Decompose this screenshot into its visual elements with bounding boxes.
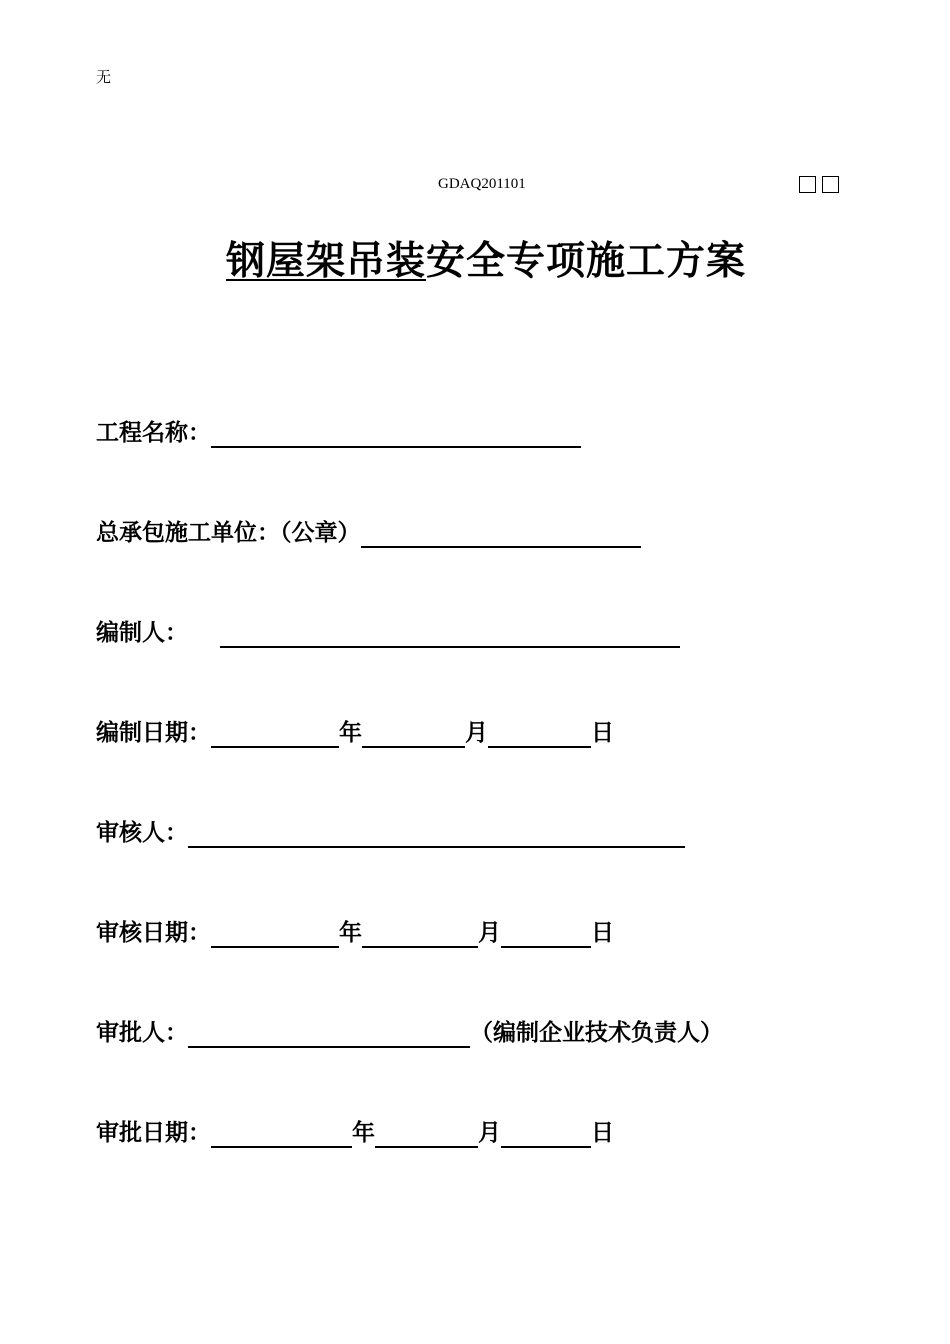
approve-year-field[interactable] bbox=[211, 1116, 352, 1148]
approver-label: 审批人： bbox=[96, 1020, 188, 1046]
compile-month-label: 月 bbox=[465, 720, 488, 746]
compile-day-label: 日 bbox=[591, 720, 614, 746]
document-code: GDAQ201101 bbox=[438, 176, 526, 192]
checkbox-2[interactable] bbox=[822, 176, 839, 193]
review-month-label: 月 bbox=[478, 920, 501, 946]
reviewer-label: 审核人： bbox=[96, 820, 188, 846]
approve-year-label: 年 bbox=[352, 1120, 375, 1146]
compile-date-row bbox=[96, 714, 614, 750]
checkbox-1[interactable] bbox=[799, 176, 816, 193]
review-month-field[interactable] bbox=[362, 916, 478, 948]
contractor-row bbox=[96, 514, 641, 550]
contractor-field[interactable] bbox=[361, 516, 641, 548]
approve-day-field[interactable] bbox=[501, 1116, 591, 1148]
review-day-label: 日 bbox=[591, 920, 614, 946]
compile-day-field[interactable] bbox=[488, 716, 591, 748]
compile-year-field[interactable] bbox=[211, 716, 339, 748]
approve-month-label: 月 bbox=[478, 1120, 501, 1146]
review-date-row bbox=[96, 914, 614, 950]
review-year-field[interactable] bbox=[211, 916, 339, 948]
compiler-row bbox=[96, 614, 680, 650]
approve-month-field[interactable] bbox=[375, 1116, 478, 1148]
compile-year-label: 年 bbox=[339, 720, 362, 746]
contractor-label: 总承包施工单位：（公章） bbox=[96, 520, 361, 546]
compile-date-label: 编制日期： bbox=[96, 720, 211, 746]
compiler-label: 编制人： bbox=[96, 620, 188, 646]
approve-date-row bbox=[96, 1114, 614, 1150]
project-name-field[interactable] bbox=[211, 416, 581, 448]
title-underlined-part: 钢屋架吊装 bbox=[226, 239, 427, 284]
project-name-label: 工程名称： bbox=[96, 420, 211, 446]
checkbox-group bbox=[799, 176, 839, 193]
approver-note: （编制企业技术负责人） bbox=[470, 1020, 723, 1046]
approver-field[interactable] bbox=[188, 1016, 470, 1048]
compiler-field[interactable] bbox=[220, 616, 680, 648]
page-title bbox=[226, 230, 746, 286]
header-note: 无 bbox=[96, 68, 112, 86]
review-day-field[interactable] bbox=[501, 916, 591, 948]
approve-day-label: 日 bbox=[591, 1120, 614, 1146]
compile-month-field[interactable] bbox=[362, 716, 465, 748]
approver-row bbox=[96, 1014, 723, 1050]
reviewer-field[interactable] bbox=[188, 816, 685, 848]
title-rest-part: 安全专项施工方案 bbox=[426, 239, 747, 284]
reviewer-row bbox=[96, 814, 685, 850]
review-date-label: 审核日期： bbox=[96, 920, 211, 946]
project-name-row bbox=[96, 414, 581, 450]
review-year-label: 年 bbox=[339, 920, 362, 946]
approve-date-label: 审批日期： bbox=[96, 1120, 211, 1146]
